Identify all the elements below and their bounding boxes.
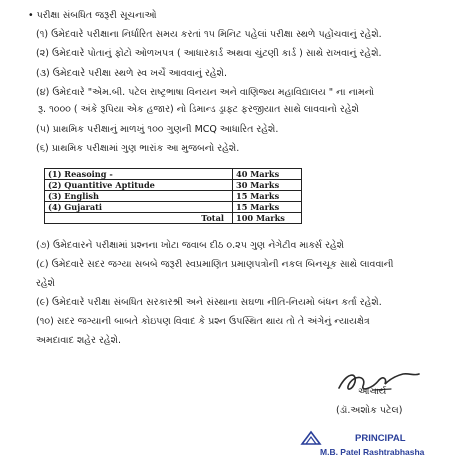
subject-cell: (1) Reasoing - <box>45 169 233 180</box>
total-marks-cell: 100 Marks <box>233 213 302 224</box>
subject-cell: (4) Gujarati <box>45 202 233 213</box>
instruction-4: (૪) ઉમેદવારે "એમ.બી. પટેલ રાષ્ટ્રભાષા વિનયન અને વાણિજ્ય મહાવિદ્યાલય " ના નામનો <box>36 87 375 98</box>
instruction-2: (૨) ઉમેદવારે પોતાનું ફોટો ઓળખપત્ર ( આધારકાર્ડ અથવા ચુંટણી કાર્ડ ) સાથે રાખવાનું રહેશે. <box>36 48 382 59</box>
marks-cell: 30 Marks <box>233 180 302 191</box>
instruction-10: (૧૦) સદર જગ્યાની બાબતે કોઇપણ વિવાદ કે પ્રશ્ન ઉપસ્થિત થાય તો તે અંગેનું ન્યાયક્ષેત્ર <box>36 316 370 327</box>
marks-cell: 15 Marks <box>233 191 302 202</box>
marks-cell: 40 Marks <box>233 169 302 180</box>
instruction-7: (૭) ઉમેદવારને પરીક્ષામાં પ્રશ્નના ખોટા જવાબ દીઠ ૦.૨૫ ગુણ નેગેટીવ માર્ક્સ રહેશે <box>36 240 345 251</box>
stamp-principal: PRINCIPAL <box>355 433 406 444</box>
table-row <box>45 180 302 191</box>
table-row-total <box>45 213 302 224</box>
instruction-6: (૬) પ્રાથમિક પરીક્ષામાં ગુણ ભારાંક આ મુજબનો રહેશે. <box>36 143 240 154</box>
table-row <box>45 202 302 213</box>
subject-cell: (2) Quantitive Aptitude <box>45 180 233 191</box>
college-logo-icon <box>300 430 322 446</box>
principal-title: આચાર્ય <box>358 387 387 397</box>
marks-cell: 15 Marks <box>233 202 302 213</box>
instructions-heading: • પરીક્ષા સંબધિત જરૂરી સૂચનાઓ <box>28 10 157 21</box>
instruction-3: (૩) ઉમેદવારે પરીક્ષા સ્થળે સ્વ ખર્ચે આવવાનું રહેશે. <box>36 68 228 79</box>
table-row <box>45 191 302 202</box>
stamp-college-name: M.B. Patel Rashtrabhasha <box>320 447 425 457</box>
instruction-9: (૯) ઉમેદવારે પરીક્ષા સંબધિત સરકારશ્રી અને સંસ્થાના સઘળા નીતિ-નિયમો બંધન કર્તા રહેશે. <box>36 297 382 308</box>
instruction-10-continued: અમદાવાદ શહેર રહેશે. <box>36 335 121 346</box>
marks-table <box>44 168 302 224</box>
principal-name: (ડૉ.અશોક પટેલ) <box>336 405 403 416</box>
total-label-cell: Total <box>45 213 233 224</box>
instruction-5: (૫) પ્રાથમિક પરીક્ષાનું માળખું ૧૦૦ ગુણની MCQ આધારિત રહેશે. <box>36 124 279 135</box>
instruction-1: (૧) ઉમેદવારે પરીક્ષાના નિર્ધારિત સમય કરતાં ૧૫ મિનિટ પહેલાં પરીક્ષા સ્થળે પહોંચવાનું રહેશે. <box>36 29 382 40</box>
table-row <box>45 169 302 180</box>
instruction-4-continued: રૂ. ૧૦૦૦ ( અંકે રૂપિયા એક હજાર) નો ડિમાન્ડ ડ્રાફ્ટ ફરજીયાત સાથે લાવવાનો રહેશે <box>38 104 359 115</box>
subject-cell: (3) English <box>45 191 233 202</box>
instruction-8: (૮) ઉમેદવારે સદર જગ્યા સબબે જરૂરી સ્વપ્રમાણિત પ્રમાણપત્રોની નકલ બિનચૂક સાથે લાવવાની <box>36 259 394 270</box>
instruction-8-continued: રહેશે <box>36 278 55 289</box>
